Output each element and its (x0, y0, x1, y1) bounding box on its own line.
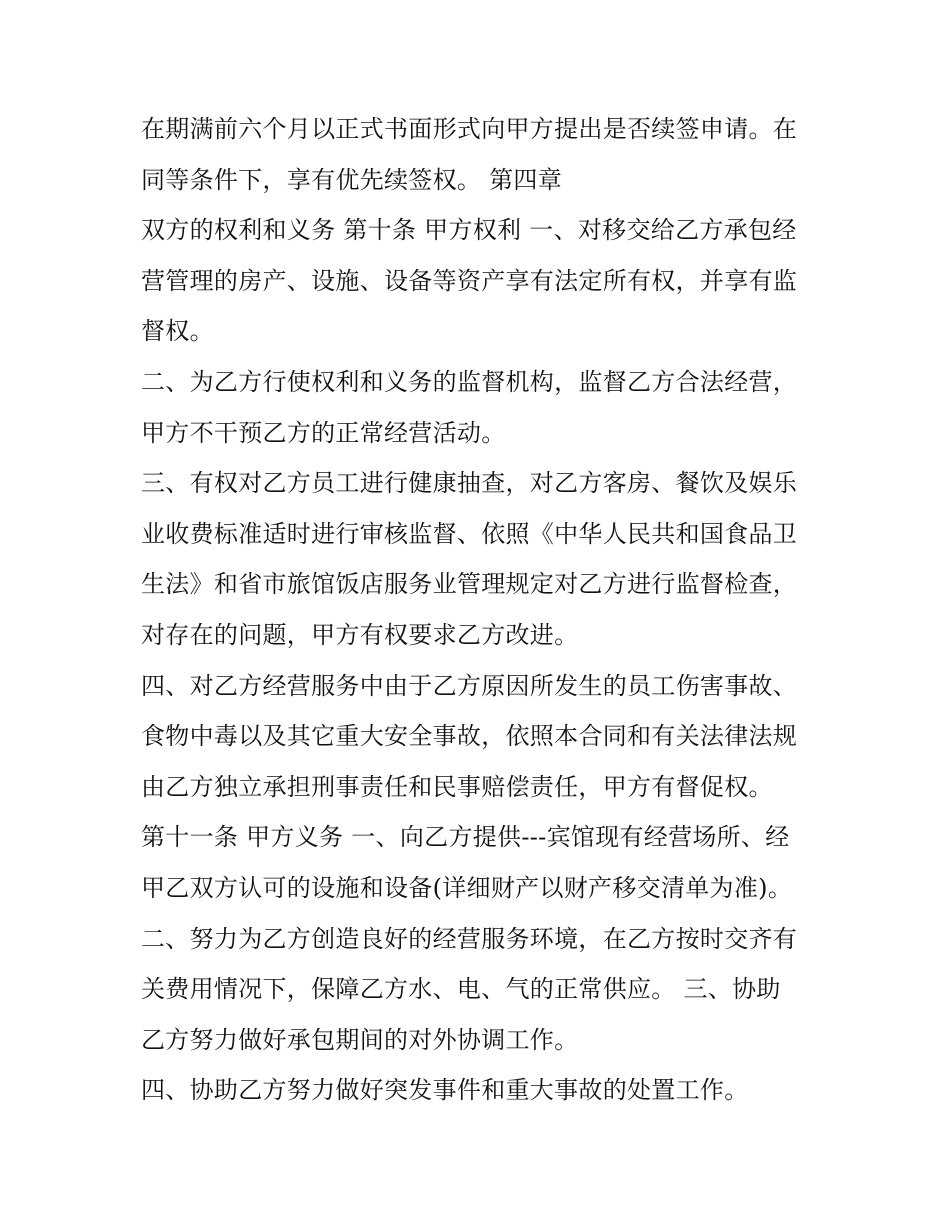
text-line: 对存在的问题，甲方有权要求乙方改进。 (141, 620, 579, 649)
document-body (141, 104, 821, 1116)
text-line: 甲方不干预乙方的正常经营活动。 (141, 418, 506, 447)
text-line: 甲乙双方认可的设施和设备(详细财产以财产移交清单为准)。 (141, 873, 793, 902)
text-line: 二、为乙方行使权利和义务的监督机构，监督乙方合法经营， (141, 367, 798, 396)
text-line: 食物中毒以及其它重大安全事故，依照本合同和有关法律法规 (141, 722, 798, 751)
text-line: 双方的权利和义务 第十条 甲方权利 一、对移交给乙方承包经 (141, 216, 797, 245)
text-line: 三、有权对乙方员工进行健康抽查，对乙方客房、餐饮及娱乐 (141, 469, 798, 498)
text-line: 四、对乙方经营服务中由于乙方原因所发生的员工伤害事故、 (141, 671, 798, 700)
text-line: 业收费标准适时进行审核监督、依照《中华人民共和国食品卫 (141, 519, 798, 548)
text-line: 在期满前六个月以正式书面形式向甲方提出是否续签申请。在 (141, 115, 798, 143)
text-line: 第十一条 甲方义务 一、向乙方提供---宾馆现有经营场所、经 (141, 823, 790, 852)
text-line: 关费用情况下，保障乙方水、电、气的正常供应。 三、协助 (141, 975, 781, 1004)
text-line: 营管理的房产、设施、设备等资产享有法定所有权，并享有监 (141, 266, 798, 295)
text-line: 由乙方独立承担刑事责任和民事赔偿责任，甲方有督促权。 (141, 772, 773, 801)
text-line: 乙方努力做好承包期间的对外协调工作。 (141, 1025, 579, 1054)
text-line: 二、努力为乙方创造良好的经营服务环境，在乙方按时交齐有 (141, 924, 798, 953)
text-line: 督权。 (141, 317, 214, 346)
text-line: 四、协助乙方努力做好突发事件和重大事故的处置工作。 (141, 1076, 749, 1105)
text-line: 生法》和省市旅馆饭店服务业管理规定对乙方进行监督检查， (141, 570, 798, 599)
text-line: 同等条件下，享有优先续签权。 第四章 (141, 165, 563, 194)
